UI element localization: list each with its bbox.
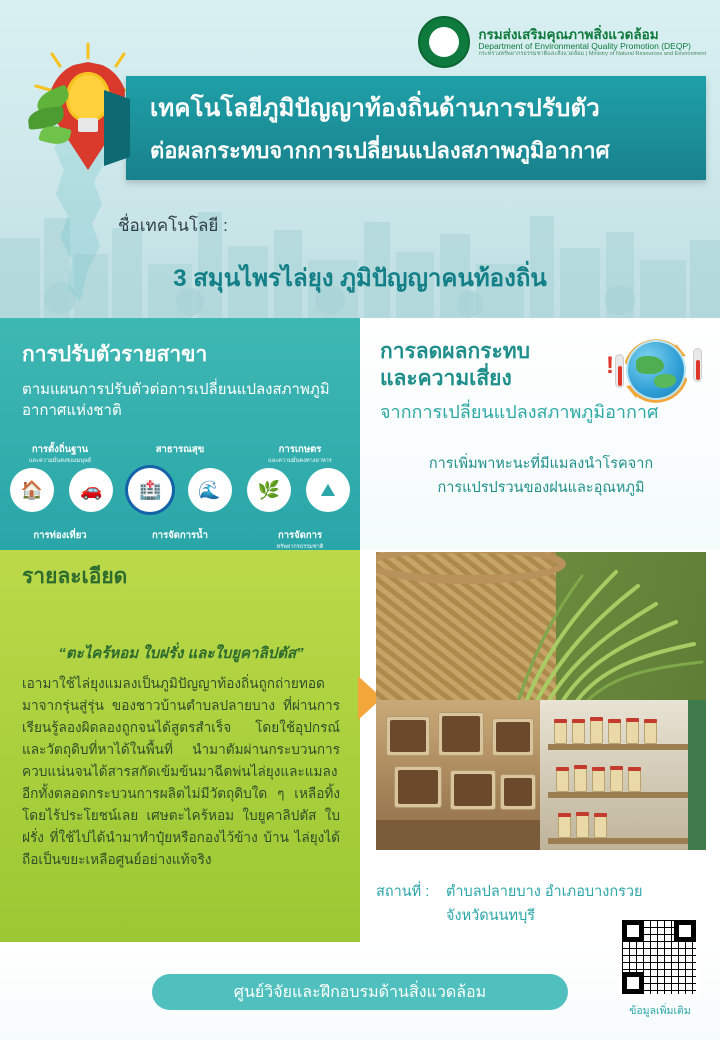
lemongrass-blades-shape xyxy=(376,552,706,702)
tech-name-value: 3 สมุนไพรไล่ยุง ภูมิปัญญาคนท้องถิ่น xyxy=(173,265,547,292)
shelf-board-shape xyxy=(548,744,698,750)
sector-caption-water: การจัดการน้ำ xyxy=(152,530,208,541)
settlement-icon: 🏠 xyxy=(10,468,54,512)
location-value-line1: ตำบลปลายบาง อำเภอบางกรวย xyxy=(446,884,643,900)
product-jar-shape xyxy=(554,722,567,744)
plant-edge-shape xyxy=(688,700,706,850)
org-logo xyxy=(418,14,706,70)
tourism-icon: 🚗 xyxy=(69,468,113,512)
product-jar-shape xyxy=(590,720,603,744)
product-jar-shape xyxy=(592,770,605,792)
impact-reduction-panel xyxy=(360,318,720,550)
details-panel xyxy=(0,550,360,942)
page-title-line2: ต่อผลกระทบจากการเปลี่ยนแปลงสภาพภูมิอากาศ xyxy=(150,138,610,163)
header-band xyxy=(0,0,720,318)
warning-exclamation-icon: ! xyxy=(606,352,614,379)
tech-name-label: ชื่อเทคโนโลยี : xyxy=(118,216,228,235)
shelf-board-shape xyxy=(548,838,698,844)
sector-adaptation-heading: การปรับตัวรายสาขา xyxy=(22,343,208,366)
herb-bag-shape xyxy=(492,718,534,756)
product-jar-shape xyxy=(644,722,657,744)
lightbulb-icon xyxy=(66,72,110,122)
herb-bag-shape xyxy=(500,774,536,810)
footer-organization-pill xyxy=(152,974,568,1010)
footer-organization-label: ศูนย์วิจัยและฝึกอบรมด้านสิ่งแวดล้อม xyxy=(233,983,487,1001)
product-jar-shape xyxy=(594,816,607,838)
impact-reduction-body: การเพิ่มพาหะนะที่มีแมลงนำโรคจาก การแปรปรวนของฝนและอุณหภูมิ xyxy=(428,455,654,497)
details-body: เอามาใช้ไล่ยุงแมลงเป็นภูมิปัญญาท้องถิ่นถูกถ่ายทอดมาจากรุ่นสู่รุ่น ของชาวบ้านตำบลปลายบาง ที่ผ่านการเรียนรู้ลองผิดลองถูกจนได้สูตรสำเร็จ โดยใช้อุปกรณ์และวัตถุดิบที่หาได้ในพื้นที่ นำมาตัมผ่านกระบวนการควบแน่นจนได้สารสกัดเข้มข้นมาฉีดพ่นไล่ยุงและแมลงอีกทั้งตลอดกระบวนการผลิตไม่มีวัตถุดิบใด ๆ เหลือทิ้งโดยไร้ประโยชน์เลย เศษตะไคร้หอม ใบยูคาลิปตัส ใบฝรั่ง ที่ใช้ไปได้นำมาทำปุ๋ยหรือกองไว้ข้าง บ้าน ไล่ยุงได้ ถือเป็นขยะเหลือศูนย์อย่างแท้จริง xyxy=(22,676,340,868)
sector-icons-group xyxy=(0,440,360,550)
herb-bag-shape xyxy=(438,712,484,756)
product-jar-shape xyxy=(558,816,571,838)
sector-caption-settlement: การตั้งถิ่นฐาน และความมั่นคงของมนุษย์ xyxy=(28,444,92,464)
herb-bag-shape xyxy=(386,716,430,756)
agriculture-icon: 🌿 xyxy=(247,468,291,512)
location-value-line2: จังหวัดนนทบุรี xyxy=(446,908,536,924)
lemongrass-in-basket-photo xyxy=(376,552,706,702)
natural-resources-icon: ⛰ xyxy=(306,468,350,512)
product-jar-shape xyxy=(608,722,621,744)
product-jar-shape xyxy=(574,768,587,792)
location-label: สถานที่ : xyxy=(376,884,430,900)
product-jar-shape xyxy=(576,815,589,838)
herb-bag-shape xyxy=(394,766,442,808)
qr-caption: ข้อมูลเพิ่มเติม xyxy=(629,1005,691,1017)
sector-icon-row xyxy=(10,468,350,512)
product-jar-shape xyxy=(610,769,623,792)
sector-caption-health: สาธารณสุข xyxy=(155,444,205,455)
ministry-line: กระทรวงทรัพยากรธรรมชาติและสิ่งแวดล้อม | Ministry of Natural Resources and Environment xyxy=(478,51,706,58)
product-shelf-photo xyxy=(540,700,706,850)
sector-adaptation-body: ตามแผนการปรับตัวต่อการเปลี่ยนแปลงสภาพภูมิอากาศแห่งชาติ xyxy=(22,381,330,420)
qr-code-icon[interactable] xyxy=(618,916,700,998)
product-jar-shape xyxy=(628,770,641,792)
org-name-english: Department of Environmental Quality Promotion (DEQP) xyxy=(478,40,691,51)
details-heading: รายละเอียด xyxy=(22,565,128,588)
deqp-seal-icon xyxy=(418,16,470,68)
bulb-base-icon xyxy=(78,118,98,132)
sector-caption-tourism: การท่องเที่ยว xyxy=(33,530,87,541)
impact-reduction-heading: การลดผลกระทบ และความเสี่ยง xyxy=(380,340,530,391)
public-health-icon: 🏥 xyxy=(128,468,172,512)
water-management-icon: 🌊 xyxy=(188,468,232,512)
poster-title-ribbon xyxy=(126,76,706,180)
table-surface-shape xyxy=(376,820,542,850)
shelf-board-shape xyxy=(548,792,698,798)
thermometer-icon xyxy=(693,348,702,382)
page-title-line1: เทคโนโลยีภูมิปัญญาท้องถิ่นด้านการปรับตัว xyxy=(150,95,600,122)
product-jar-shape xyxy=(626,721,639,744)
impact-reduction-subheading: จากการเปลี่ยนแปลงสภาพภูมิอากาศ xyxy=(380,401,659,422)
sector-caption-natural-resources: การจัดการ ทรัพยากรธรรมชาติ xyxy=(276,530,324,550)
details-quote: “ตะไคร้หอม ใบฝรั่ง และใบยูคาลิปตัส” xyxy=(58,645,304,662)
org-name-thai: กรมส่งเสริมคุณภาพสิ่งแวดล้อม xyxy=(478,26,659,42)
sector-caption-agriculture: การเกษตร และความมั่นคงทางอาหาร xyxy=(268,444,332,464)
dried-herbs-bags-photo xyxy=(376,700,542,850)
product-jar-shape xyxy=(572,722,585,744)
earth-globe-icon xyxy=(628,342,684,398)
herb-bag-shape xyxy=(450,770,496,810)
product-jar-shape xyxy=(556,770,569,792)
thermometer-icon xyxy=(615,354,624,388)
